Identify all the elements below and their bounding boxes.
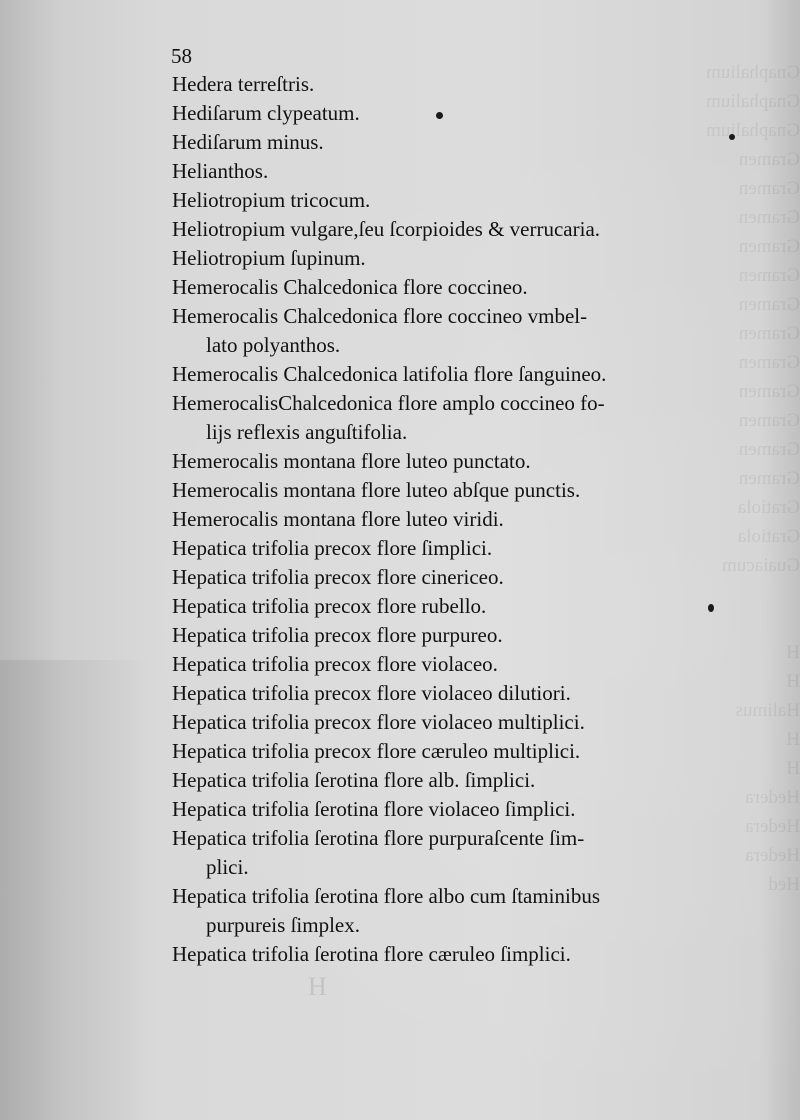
entry-text: Heliotropium vulgare,ſeu ſcorpioides & verrucaria. bbox=[172, 217, 601, 241]
plant-entry bbox=[172, 244, 717, 273]
plant-entry bbox=[172, 824, 717, 882]
show-through-text: Gnaphalium Gnaphalium Gnaphalium Gramen Gramen Gramen Gramen Gramen Gramen Gramen Gramen Gramen Gramen Gramen Gramen Gratiola Gratiola Guaiacum H H Halimus H H Hedera Hedera Hedera Hed bbox=[706, 62, 800, 895]
plant-entry bbox=[172, 99, 717, 128]
entry-text: Hepatica trifolia ſerotina flore violaceo ſimplici. bbox=[172, 797, 576, 821]
plant-entry bbox=[172, 621, 717, 650]
entry-continuation: purpureis ſimplex. bbox=[206, 913, 360, 937]
entry-text: Hepatica trifolia ſerotina flore albo cum ſtaminibus bbox=[172, 884, 601, 908]
plant-entry bbox=[172, 476, 717, 505]
entry-text: Hepatica trifolia precox flore violaceo. bbox=[172, 652, 498, 676]
plant-entry bbox=[172, 302, 717, 360]
plant-entry bbox=[172, 940, 717, 969]
entry-text: Hemerocalis montana flore luteo viridi. bbox=[172, 507, 504, 531]
faint-stamp-mark: H bbox=[308, 972, 327, 1001]
entry-text: Hemerocalis Chalcedonica flore coccineo vmbel- bbox=[172, 304, 588, 328]
entry-text: Hedera terreſtris. bbox=[172, 72, 315, 96]
entry-text: Hepatica trifolia precox flore cæruleo multiplici. bbox=[172, 739, 581, 763]
plant-entry bbox=[172, 737, 717, 766]
ink-spot bbox=[708, 604, 714, 612]
entry-text: Hepatica trifolia precox flore purpureo. bbox=[172, 623, 503, 647]
plant-entry bbox=[172, 795, 717, 824]
ink-spot bbox=[729, 134, 735, 140]
entry-text: Hediſarum minus. bbox=[172, 130, 324, 154]
page-number: 58 bbox=[171, 44, 192, 68]
plant-entry bbox=[172, 389, 717, 447]
entry-text: Hemerocalis Chalcedonica flore coccineo. bbox=[172, 275, 528, 299]
plant-entry bbox=[172, 505, 717, 534]
entry-text: Heliotropium ſupinum. bbox=[172, 246, 366, 270]
ink-spot bbox=[436, 112, 443, 119]
entry-text: Hepatica trifolia precox flore cinericeo. bbox=[172, 565, 504, 589]
plant-entry bbox=[172, 650, 717, 679]
plant-entry bbox=[172, 70, 717, 99]
plant-name-list bbox=[172, 70, 717, 969]
plant-entry bbox=[172, 157, 717, 186]
plant-entry bbox=[172, 128, 717, 157]
entry-text: Hemerocalis Chalcedonica latifolia flore ſanguineo. bbox=[172, 362, 607, 386]
plant-entry bbox=[172, 447, 717, 476]
plant-entry bbox=[172, 273, 717, 302]
plant-entry bbox=[172, 215, 717, 244]
entry-text: Hepatica trifolia ſerotina flore cæruleo ſimplici. bbox=[172, 942, 571, 966]
entry-text: Heliotropium tricocum. bbox=[172, 188, 371, 212]
entry-text: Helianthos. bbox=[172, 159, 269, 183]
entry-text: Hepatica trifolia precox flore ſimplici. bbox=[172, 536, 493, 560]
entry-continuation: lato polyanthos. bbox=[206, 333, 341, 357]
entry-text: Hemerocalis montana flore luteo punctato. bbox=[172, 449, 531, 473]
plant-entry bbox=[172, 766, 717, 795]
entry-text: Hepatica trifolia precox flore violaceo multiplici. bbox=[172, 710, 585, 734]
entry-text: Hepatica trifolia ſerotina flore purpuraſcente ſim- bbox=[172, 826, 585, 850]
plant-entry bbox=[172, 186, 717, 215]
plant-entry bbox=[172, 708, 717, 737]
entry-text: Hemerocalis montana flore luteo abſque punctis. bbox=[172, 478, 581, 502]
plant-entry bbox=[172, 563, 717, 592]
entry-continuation: plici. bbox=[206, 855, 249, 879]
entry-text: Hepatica trifolia precox flore violaceo dilutiori. bbox=[172, 681, 571, 705]
entry-text: Hediſarum clypeatum. bbox=[172, 101, 360, 125]
entry-continuation: lijs reflexis anguſtifolia. bbox=[206, 420, 408, 444]
entry-text: Hepatica trifolia precox flore rubello. bbox=[172, 594, 487, 618]
plant-entry bbox=[172, 534, 717, 563]
entry-text: HemerocalisChalcedonica flore amplo coccineo fo- bbox=[172, 391, 605, 415]
plant-entry bbox=[172, 360, 717, 389]
plant-entry bbox=[172, 592, 717, 621]
entry-text: Hepatica trifolia ſerotina flore alb. ſimplici. bbox=[172, 768, 536, 792]
plant-entry bbox=[172, 679, 717, 708]
plant-entry bbox=[172, 882, 717, 940]
worn-page-edge bbox=[0, 660, 150, 1120]
